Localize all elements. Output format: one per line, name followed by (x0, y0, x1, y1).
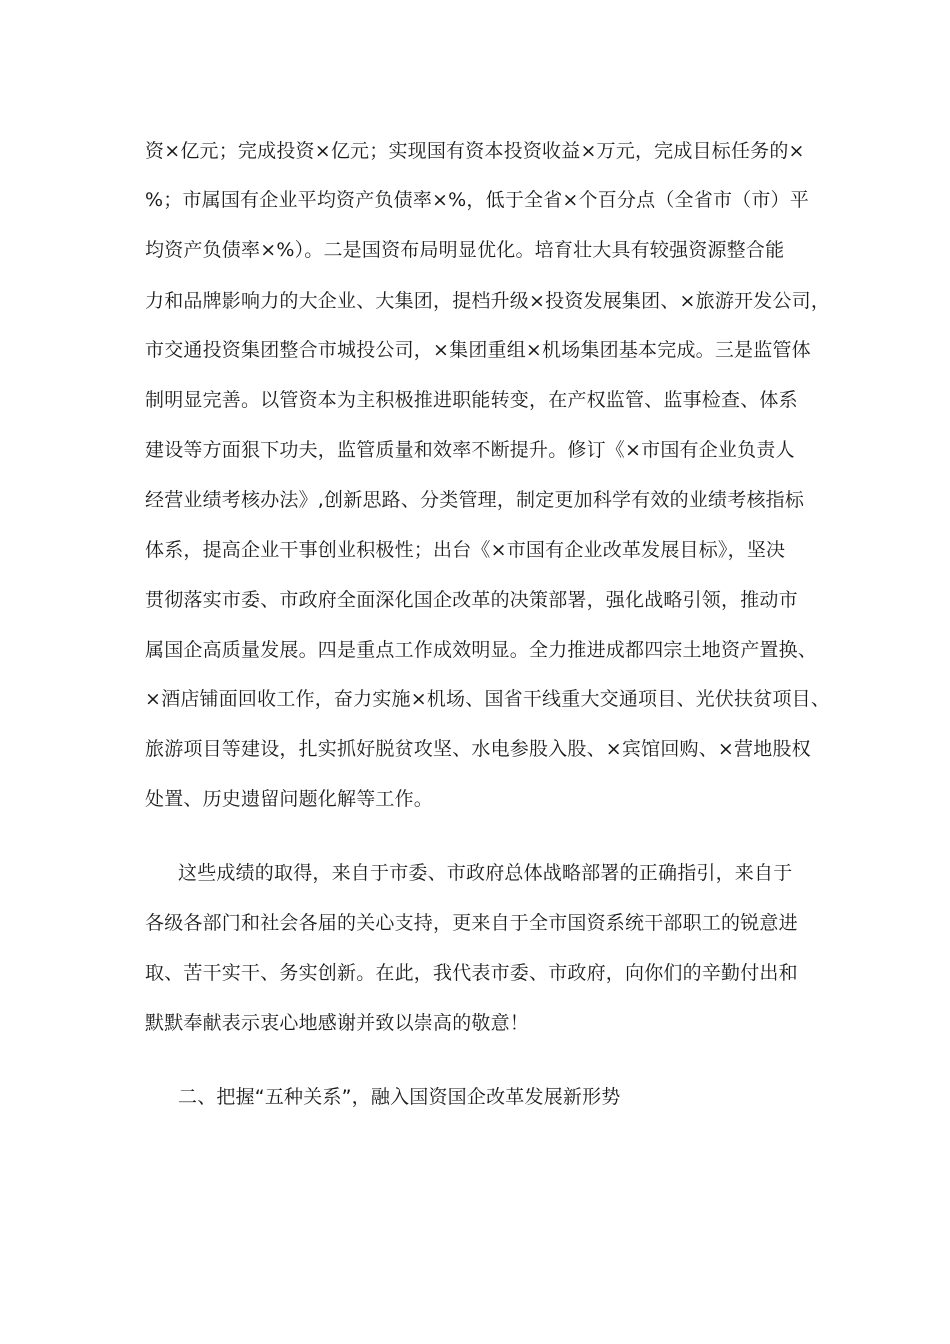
paragraph-line: 取、苦干实干、务实创新。在此，我代表市委、市政府，向你们的辛勤付出和 (145, 962, 798, 984)
paragraph-line: 旅游项目等建设，扎实抓好脱贫攻坚、水电参股入股、×宾馆回购、×营地股权 (145, 738, 811, 760)
paragraph-line: 这些成绩的取得，来自于市委、市政府总体战略部署的正确指引，来自于 (178, 862, 793, 884)
paragraph-line: 处置、历史遗留问题化解等工作。 (145, 788, 434, 810)
paragraph-line: 经营业绩考核办法》,创新思路、分类管理，制定更加科学有效的业绩考核指标 (145, 489, 805, 511)
paragraph-line: 体系，提高企业干事创业积极性；出台《×市国有企业改革发展目标》，坚决 (145, 539, 786, 561)
paragraph-line: 建设等方面狠下功夫，监管质量和效率不断提升。修订《×市国有企业负责人 (145, 439, 795, 461)
paragraph-line: %；市属国有企业平均资产负债率×%，低于全省×个百分点（全省市（市）平 (145, 189, 809, 211)
paragraph-line: 制明显完善。以管资本为主积极推进职能转变，在产权监管、监事检查、体系 (145, 389, 798, 411)
section-heading: 二、把握“五种关系”，融入国资国企改革发展新形势 (178, 1086, 621, 1108)
paragraph-line: 贯彻落实市委、市政府全面深化国企改革的决策部署，强化战略引领，推动市 (145, 589, 798, 611)
paragraph-line: 默默奉献表示衷心地感谢并致以崇高的敬意！ (145, 1012, 530, 1034)
paragraph-line: 均资产负债率×%）。二是国资布局明显优化。培育壮大具有较强资源整合能 (145, 239, 785, 261)
paragraph-line: 资×亿元；完成投资×亿元；实现国有资本投资收益×万元，完成目标任务的× (145, 140, 805, 162)
paragraph-line: 市交通投资集团整合市城投公司，×集团重组×机场集团基本完成。三是监管体 (145, 339, 811, 361)
paragraph-line: 各级各部门和社会各届的关心支持，更来自于全市国资系统干部职工的锐意进 (145, 912, 798, 934)
paragraph-line: ×酒店铺面回收工作，奋力实施×机场、国省干线重大交通项目、光伏扶贫项目、 (145, 688, 831, 710)
paragraph-line: 属国企高质量发展。四是重点工作成效明显。全力推进成都四宗土地资产置换、 (145, 639, 818, 661)
paragraph-line: 力和品牌影响力的大企业、大集团，提档升级×投资发展集团、×旅游开发公司， (145, 290, 831, 312)
